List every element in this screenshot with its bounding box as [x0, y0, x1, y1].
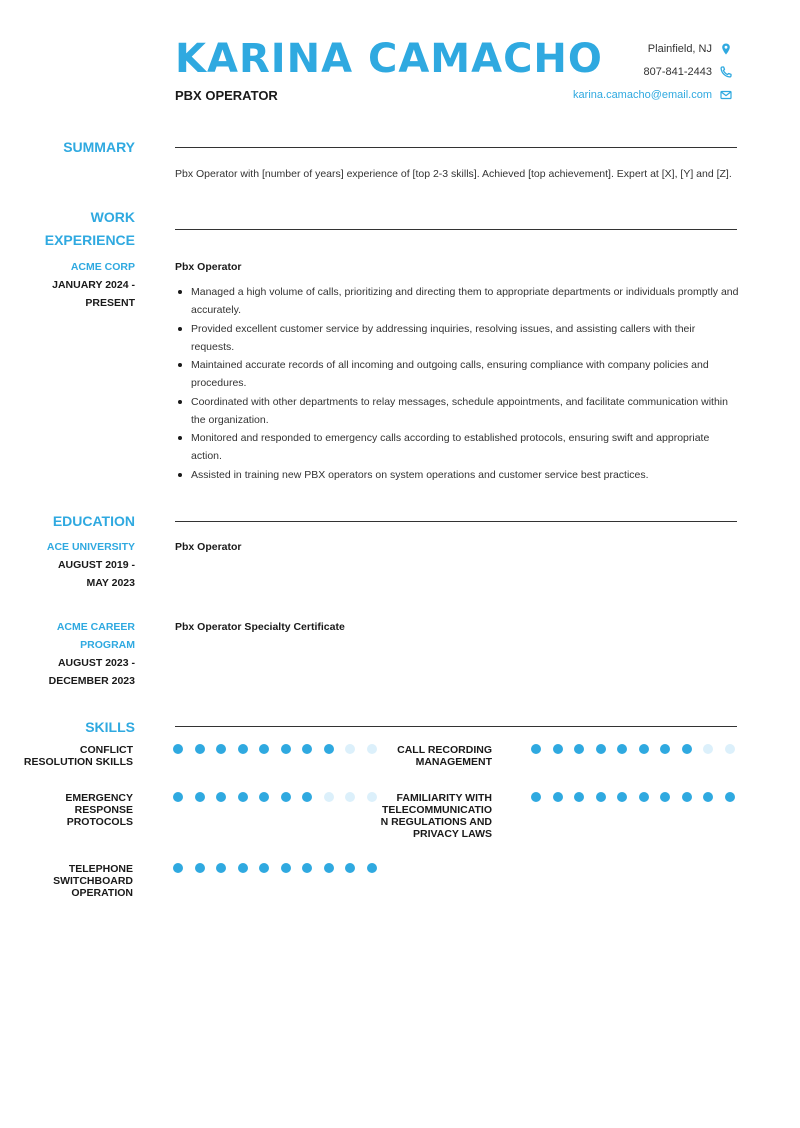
- rating-dot-filled: [617, 744, 627, 754]
- rating-dot-filled: [574, 744, 584, 754]
- skill-name: [65, 792, 133, 828]
- skill-name-line: EMERGENCY: [65, 792, 133, 804]
- rating-dot-filled: [345, 863, 355, 873]
- work-bullet-list: [175, 283, 740, 484]
- rating-dot-filled: [259, 744, 269, 754]
- email-link[interactable]: karina.camacho@email.com: [573, 89, 712, 101]
- list-item: Managed a high volume of calls, prioritizing and directing them to appropriate departments or individuals promptly and accurately.: [175, 283, 740, 319]
- degree-title: Pbx Operator: [175, 541, 242, 553]
- rating-dot-filled: [596, 792, 606, 802]
- skill-name-line: TELECOMMUNICATIO: [381, 804, 492, 816]
- skill-name: [397, 744, 492, 768]
- rating-dot-filled: [574, 792, 584, 802]
- skill-rating: [531, 792, 735, 802]
- resume-header: [0, 0, 800, 120]
- rating-dot-filled: [173, 863, 183, 873]
- rating-dot-filled: [302, 863, 312, 873]
- rating-dot-filled: [173, 792, 183, 802]
- rating-dot-filled: [195, 863, 205, 873]
- rating-dot-filled: [553, 744, 563, 754]
- rating-dot-filled: [216, 863, 226, 873]
- envelope-icon: [720, 89, 732, 101]
- phone-text: 807-841-2443: [643, 66, 712, 78]
- list-item: Monitored and responded to emergency calls according to established protocols, ensuring swift and appropriate action.: [175, 429, 740, 465]
- rating-dot-filled: [195, 792, 205, 802]
- rating-dot-filled: [725, 792, 735, 802]
- rating-dot-filled: [660, 792, 670, 802]
- rating-dot-filled: [216, 792, 226, 802]
- rating-dot-filled: [173, 744, 183, 754]
- work-experience-heading: [45, 206, 135, 252]
- education-heading: EDUCATION: [52, 513, 135, 529]
- contact-phone: [643, 66, 732, 78]
- education-date-start: AUGUST 2023 -: [57, 657, 135, 669]
- skills-heading: SKILLS: [85, 719, 135, 735]
- work-date-start: JANUARY 2024 -: [52, 279, 135, 291]
- rating-dot-empty: [367, 792, 377, 802]
- rating-dot-filled: [367, 863, 377, 873]
- location-text: Plainfield, NJ: [647, 43, 712, 55]
- rating-dot-empty: [367, 744, 377, 754]
- skills-divider: [175, 726, 737, 727]
- rating-dot-filled: [324, 863, 334, 873]
- contact-email[interactable]: [573, 89, 732, 101]
- skill-name-line: FAMILIARITY WITH: [396, 792, 492, 804]
- skill-rating: [173, 863, 377, 873]
- rating-dot-filled: [216, 744, 226, 754]
- rating-dot-empty: [725, 744, 735, 754]
- skill-name: [24, 744, 133, 768]
- skill-name-line: SWITCHBOARD: [53, 875, 133, 887]
- rating-dot-filled: [238, 792, 248, 802]
- rating-dot-empty: [703, 744, 713, 754]
- work-date-end: PRESENT: [85, 297, 135, 309]
- school-name-line1: ACME CAREER: [56, 621, 135, 633]
- list-item: Provided excellent customer service by addressing inquiries, resolving issues, and assisting callers with their requests.: [175, 320, 740, 356]
- skill-name-line: TELEPHONE: [68, 863, 133, 875]
- rating-dot-filled: [238, 863, 248, 873]
- rating-dot-empty: [345, 792, 355, 802]
- certificate-title: Pbx Operator Specialty Certificate: [175, 621, 345, 633]
- rating-dot-filled: [238, 744, 248, 754]
- skill-name: [53, 863, 133, 899]
- rating-dot-filled: [639, 792, 649, 802]
- list-item: Assisted in training new PBX operators on system operations and customer service best practices.: [175, 466, 740, 484]
- rating-dot-filled: [324, 744, 334, 754]
- summary-text: Pbx Operator with [number of years] experience of [top 2-3 skills]. Achieved [top achievement]. Expert at [X], [Y] and [Z].: [175, 168, 732, 180]
- rating-dot-filled: [195, 744, 205, 754]
- skill-name-line: PRIVACY LAWS: [413, 828, 492, 840]
- education-date-end: DECEMBER 2023: [48, 675, 135, 687]
- skill-name-line: CONFLICT: [79, 744, 133, 756]
- candidate-name: KARINA CAMACHO: [175, 36, 603, 82]
- rating-dot-filled: [682, 744, 692, 754]
- rating-dot-filled: [259, 792, 269, 802]
- skill-name-line: OPERATION: [71, 887, 133, 899]
- skill-name: [381, 792, 492, 840]
- education-entry-meta: [47, 538, 135, 592]
- rating-dot-filled: [531, 792, 541, 802]
- rating-dot-filled: [281, 863, 291, 873]
- list-item: Coordinated with other departments to relay messages, schedule appointments, and facilitate communication within the organization.: [175, 393, 740, 429]
- work-divider: [175, 229, 737, 230]
- rating-dot-filled: [553, 792, 563, 802]
- rating-dot-filled: [617, 792, 627, 802]
- contact-location: [648, 43, 732, 55]
- location-pin-icon: [720, 43, 732, 55]
- education-date-end: MAY 2023: [86, 577, 135, 589]
- education-entry-meta: [49, 618, 135, 690]
- rating-dot-filled: [281, 744, 291, 754]
- school-name-line2: PROGRAM: [80, 639, 135, 651]
- school-name: ACE UNIVERSITY: [46, 541, 135, 553]
- rating-dot-filled: [259, 863, 269, 873]
- work-role: Pbx Operator: [175, 261, 242, 273]
- skill-rating: [531, 744, 735, 754]
- skill-name-line: MANAGEMENT: [415, 756, 492, 768]
- skill-rating: [173, 744, 377, 754]
- skill-rating: [173, 792, 377, 802]
- education-divider: [175, 521, 737, 522]
- job-title: PBX OPERATOR: [175, 88, 278, 103]
- skill-name-line: PROTOCOLS: [66, 816, 133, 828]
- rating-dot-filled: [703, 792, 713, 802]
- skill-name-line: RESPONSE: [74, 804, 133, 816]
- rating-dot-filled: [281, 792, 291, 802]
- rating-dot-empty: [345, 744, 355, 754]
- rating-dot-filled: [682, 792, 692, 802]
- summary-divider: [175, 147, 737, 148]
- list-item: Maintained accurate records of all incoming and outgoing calls, ensuring compliance with company policies and procedures.: [175, 356, 740, 392]
- rating-dot-filled: [302, 792, 312, 802]
- skill-name-line: CALL RECORDING: [397, 744, 492, 756]
- rating-dot-filled: [639, 744, 649, 754]
- skill-name-line: RESOLUTION SKILLS: [23, 756, 133, 768]
- rating-dot-filled: [660, 744, 670, 754]
- work-heading-line2: EXPERIENCE: [44, 232, 135, 248]
- work-entry-meta: [52, 258, 135, 312]
- company-name: ACME CORP: [70, 261, 135, 273]
- rating-dot-filled: [596, 744, 606, 754]
- education-date-start: AUGUST 2019 -: [57, 559, 135, 571]
- rating-dot-filled: [531, 744, 541, 754]
- skill-name-line: N REGULATIONS AND: [380, 816, 492, 828]
- summary-heading: SUMMARY: [63, 139, 135, 155]
- rating-dot-filled: [302, 744, 312, 754]
- rating-dot-empty: [324, 792, 334, 802]
- phone-icon: [720, 66, 732, 78]
- work-heading-line1: WORK: [90, 209, 135, 225]
